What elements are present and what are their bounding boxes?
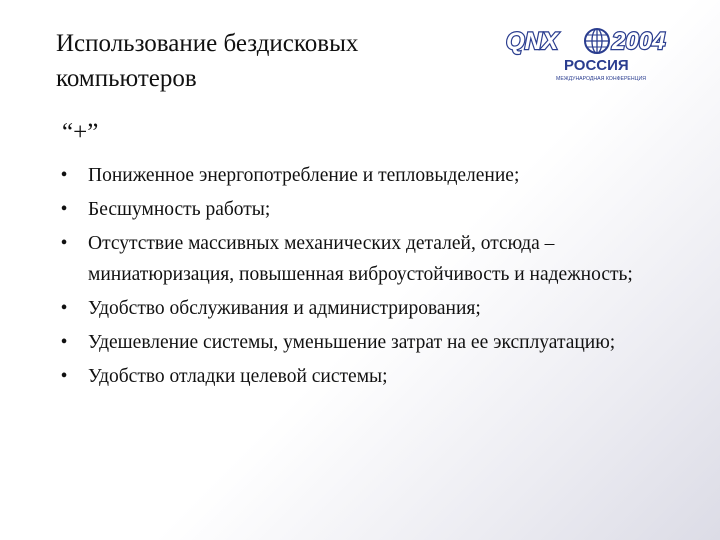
bullet-text: Удешевление системы, уменьшение затрат на ее эксплуатацию; [88,332,616,353]
bullet-text: Отсутствие массивных механических деталей, отсюда – миниатюризация, повышенная виброустойчивость и надежность; [88,233,633,285]
bullet-item [56,293,666,324]
logo-tagline-text: МЕЖДУНАРОДНАЯ КОНФЕРЕНЦИЯ [556,76,646,82]
bullet-item [56,160,666,191]
bullet-list [56,160,666,395]
bullet-text: Удобство обслуживания и администрирования; [88,298,481,319]
bullet-dot: • [60,298,68,319]
bullet-text: Пониженное энергопотребление и тепловыделение; [88,165,520,186]
bullet-dot: • [60,165,68,186]
bullet-dot: • [60,199,68,220]
logo-brand-text: QNX [506,28,559,55]
conference-logo [504,26,688,86]
slide-subtitle: “+” [62,119,99,146]
bullet-dot: • [60,233,68,254]
logo-year-text: 2004 [612,28,666,55]
globe-icon [585,29,609,53]
bullet-item [56,361,666,392]
slide-title: Использование бездисковых компьютеров [56,30,359,92]
bullet-text: Бесшумность работы; [88,199,271,220]
bullet-item [56,327,666,358]
bullet-dot: • [60,332,68,353]
qnx-2004-russia-logo [504,26,688,86]
bullet-dot: • [60,366,68,387]
bullet-text: Удобство отладки целевой системы; [88,366,388,387]
bullet-item [56,228,666,290]
logo-country-text: РОССИЯ [564,57,629,74]
bullet-item [56,194,666,225]
